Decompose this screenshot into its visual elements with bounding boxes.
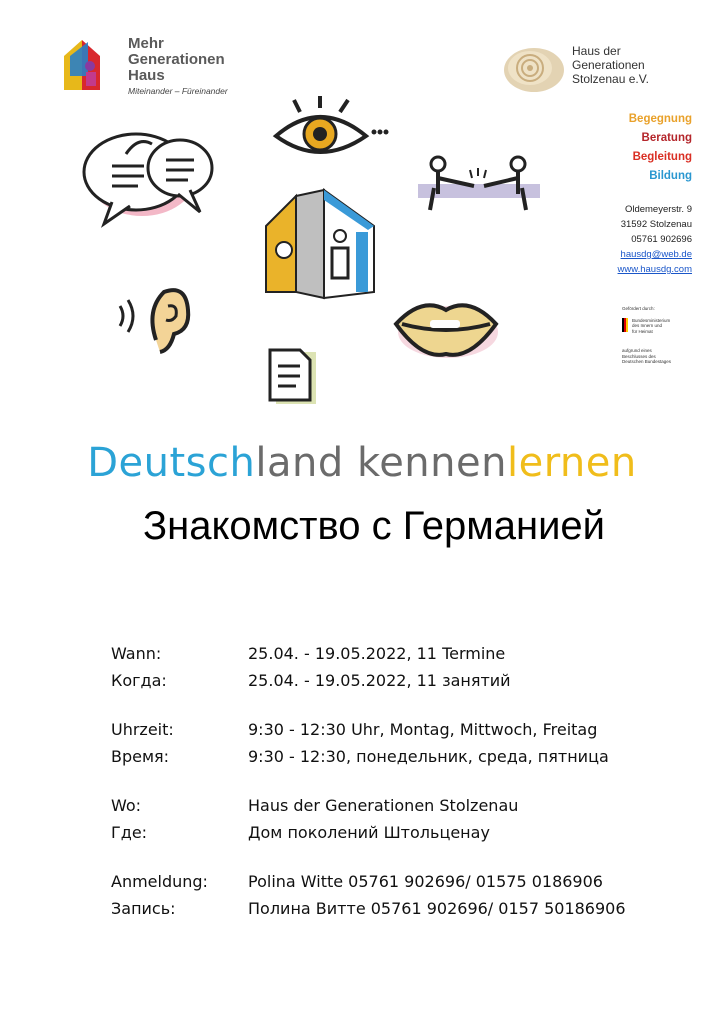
info-key: Запись:: [111, 899, 176, 918]
funder-top: Gefördert durch:: [622, 306, 655, 311]
info-value: 9:30 - 12:30 Uhr, Montag, Mittwoch, Freitag: [248, 720, 598, 739]
headline: [0, 440, 724, 486]
value-bildung: Bildung: [649, 170, 692, 182]
info-key: Wann:: [111, 644, 162, 663]
info-group-registration: [111, 868, 626, 922]
contact-block: [618, 202, 692, 277]
logo-line: Generationen: [128, 51, 225, 68]
info-row-de: [111, 716, 626, 743]
snail-shell-icon: [500, 42, 566, 94]
contact-street: Oldemeyerstr. 9: [624, 204, 692, 215]
info-group-time: [111, 716, 626, 770]
headline-part-lernen: lernen: [506, 440, 637, 486]
funder-bottom: aufgrund eines Beschlusses des Deutschen Bundestages: [622, 348, 672, 364]
info-value: 25.04. - 19.05.2022, 11 занятий: [248, 671, 511, 690]
info-key: Когда:: [111, 671, 167, 690]
info-row-ru: [111, 895, 626, 922]
info-group-where: [111, 792, 626, 846]
mehrgenerationenhaus-logo-icon: [60, 36, 120, 96]
org-line: Haus der: [572, 44, 621, 58]
logo-line: Mehr: [128, 35, 164, 52]
house-puzzle-icon: [262, 186, 378, 302]
info-key: Wo:: [111, 796, 142, 815]
org-line: Stolzenau e.V.: [572, 72, 649, 86]
values-list: [629, 110, 692, 186]
headline-part-land-kennen: land kennen: [255, 440, 507, 486]
value-begegnung: Begegnung: [628, 113, 692, 125]
info-key: Anmeldung:: [111, 872, 208, 891]
value-beratung: Beratung: [641, 132, 692, 144]
info-row-ru: [111, 743, 626, 770]
info-row-de: [111, 640, 626, 667]
ear-hearing-icon: [116, 280, 196, 356]
info-value: Дом поколений Штольценау: [248, 823, 490, 842]
meeting-people-icon: [414, 148, 544, 218]
info-row-de: [111, 868, 626, 895]
funder-ministry: Bundesministerium des Innern und für Heimat: [632, 317, 671, 334]
value-begleitung: Begleitung: [632, 151, 692, 163]
org-line: Generationen: [572, 58, 645, 72]
mehrgenerationenhaus-wordmark: [128, 36, 228, 96]
info-key: Uhrzeit:: [111, 720, 174, 739]
headline-part-deutsch: Deutsch: [87, 440, 256, 486]
contact-city: 31592 Stolzenau: [620, 219, 692, 230]
info-row-de: [111, 792, 626, 819]
funder-notice: [622, 306, 702, 365]
eye-icon: [270, 96, 390, 166]
info-row-ru: [111, 819, 626, 846]
logo-tagline: Miteinander – Füreinander: [128, 86, 228, 96]
info-group-when: [111, 640, 626, 694]
info-key: Время:: [111, 747, 170, 766]
subtitle-russian: Знакомство с Германией: [142, 504, 606, 548]
info-value: Полина Витте 05761 902696/ 0157 50186906: [248, 899, 626, 918]
document-sheet-icon: [262, 346, 322, 406]
logo-line: Haus: [128, 67, 165, 84]
info-value: 25.04. - 19.05.2022, 11 Termine: [248, 644, 506, 663]
info-key: Где:: [111, 823, 148, 842]
contact-phone: 05761 902696: [631, 234, 692, 245]
info-value: 9:30 - 12:30, понедельник, среда, пятница: [248, 747, 609, 766]
mouth-lips-icon: [392, 290, 502, 364]
info-value: Haus der Generationen Stolzenau: [248, 796, 519, 815]
contact-email-link[interactable]: hausdg@web.de: [620, 249, 692, 260]
haus-der-generationen-wordmark: [572, 44, 649, 86]
info-row-ru: [111, 667, 626, 694]
info-value: Polina Witte 05761 902696/ 01575 0186906: [248, 872, 603, 891]
contact-web-link[interactable]: www.hausdg.com: [617, 264, 692, 275]
speech-bubbles-icon: [82, 124, 218, 232]
federal-eagle-icon: [622, 318, 629, 332]
event-info: [111, 640, 626, 944]
